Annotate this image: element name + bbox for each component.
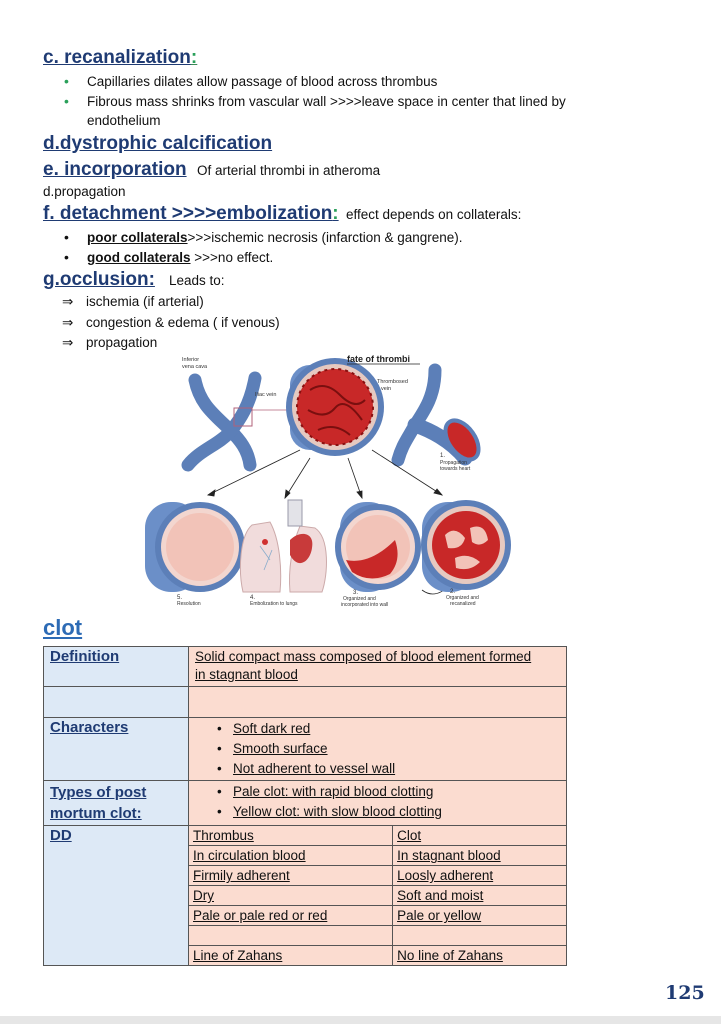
list-item: • Not adherent to vessel wall [217, 761, 396, 776]
arrow-icon: ⇒ [62, 314, 74, 330]
table-row [44, 647, 567, 687]
dd-clot-cell: Pale or yellow [393, 906, 566, 926]
label-resolution: Resolution [177, 601, 201, 607]
table-row [189, 946, 566, 966]
table-row [44, 781, 567, 826]
list-item: • Soft dark red [217, 721, 311, 736]
list-item: ⇒ propagation [62, 333, 280, 354]
row-value-characters [189, 718, 567, 781]
dd-clot-cell: Loosly adherent [393, 866, 566, 886]
list-item: ⇒ ischemia (if arterial) [62, 292, 280, 313]
label-propagation-number: 1. [440, 453, 446, 459]
dd-thrombus-cell: Line of Zahans [189, 946, 393, 966]
table-row [44, 826, 567, 966]
list-item: • poor collaterals>>>ischemic necrosis (infarction & gangrene). [64, 229, 463, 245]
table-row [189, 926, 566, 946]
occlusion-list [62, 292, 280, 354]
detachment-list [62, 228, 463, 267]
figure-title: fate of thrombi [347, 354, 410, 364]
row-value-empty [189, 687, 567, 718]
label-organized-number: 3. [353, 590, 359, 596]
table-row [44, 687, 567, 718]
dd-clot-cell: No line of Zahans [397, 948, 503, 963]
label-recanalized: Organized and [446, 595, 479, 601]
table-row [189, 846, 566, 866]
label-thrombosed-vein-2: vein [381, 386, 392, 392]
table-row [189, 866, 566, 886]
label-resolution-number: 5. [177, 595, 183, 601]
propagation-line: d.propagation [43, 184, 126, 199]
fate-of-thrombi-figure [140, 350, 520, 615]
page-number: 125 [665, 982, 705, 1004]
dd-thrombus-cell: Pale or pale red or red [189, 906, 393, 926]
heading-recanalization: c. recanalization: [43, 47, 198, 68]
organized-vein-illustration [338, 502, 418, 592]
list-item: • good collaterals >>>no effect. [64, 248, 274, 265]
occlusion-text: Leads to: [169, 273, 225, 288]
dd-thrombus-cell: Dry [189, 886, 393, 906]
dd-clot-cell: Soft and moist [393, 886, 566, 906]
dd-table [189, 826, 566, 965]
label-propagation: Propagation [440, 460, 467, 466]
row-value-dd [189, 826, 567, 966]
label-recanalized-number: 2. [450, 589, 456, 595]
row-label-dd: DD [44, 826, 189, 966]
label-recanalized-2: recanalized [450, 601, 476, 607]
row-value-types [189, 781, 567, 826]
heading-dystrophic-calcification: d.dystrophic calcification [43, 133, 273, 154]
dd-thrombus-cell: Firmily adherent [189, 866, 393, 886]
list-item: • Yellow clot: with slow blood clotting [217, 804, 442, 819]
table-row [189, 906, 566, 926]
heading-occlusion: g.occlusion: [43, 269, 155, 290]
list-item: • Capillaries dilates allow passage of blood across thrombus [64, 73, 438, 89]
table-row [189, 826, 566, 846]
row-label-definition: Definition [44, 647, 189, 687]
resolution-illustration [145, 502, 242, 592]
clot-table [43, 646, 567, 966]
label-iliac-vein: Iliac vein [255, 392, 277, 398]
heading-detachment: f. detachment >>>>embolization: [43, 203, 339, 224]
heading-incorporation: e. incorporation [43, 159, 187, 180]
label-embolization-number: 4. [250, 595, 256, 601]
dd-clot-cell: In stagnant blood [393, 846, 566, 866]
dd-empty-cell [189, 926, 393, 946]
list-item: • Smooth surface [217, 741, 328, 756]
detachment-text: effect depends on collaterals: [346, 207, 522, 222]
clot-heading: clot [43, 615, 83, 640]
dd-thrombus-cell: In circulation blood [189, 846, 393, 866]
recanalization-list [62, 72, 566, 131]
row-label-empty [44, 687, 189, 718]
label-organized-2: incorporated into wall [341, 602, 389, 608]
list-item: • Pale clot: with rapid blood clotting [217, 784, 434, 799]
label-thrombosed-vein: Thrombosed [377, 379, 408, 385]
table-row [189, 886, 566, 906]
dd-thrombus-cell: Thrombus [189, 826, 393, 846]
label-embolization: Embolization to lungs [250, 601, 298, 607]
list-item: ⇒ congestion & edema ( if venous) [62, 313, 280, 334]
arrow-icon: ⇒ [62, 335, 74, 350]
label-inferior-vena-cava: Inferior [182, 357, 200, 363]
label-inferior-vena-cava-2: vena cava [182, 364, 208, 370]
row-label-characters: Characters [44, 718, 189, 781]
label-propagation-2: towards heart [440, 466, 471, 472]
row-label-types: Types of post mortum clot: [44, 781, 189, 826]
thrombosed-vein-illustration [289, 361, 381, 453]
table-row [44, 718, 567, 781]
recanalized-vein-illustration [422, 502, 508, 592]
bottom-bar [0, 1016, 721, 1024]
dd-empty-cell [393, 926, 566, 946]
incorporation-text: Of arterial thrombi in atheroma [197, 163, 381, 178]
row-value-definition: Solid compact mass composed of blood element formed in stagnant blood [189, 647, 567, 687]
arrow-icon: ⇒ [62, 294, 74, 309]
list-item: • Fibrous mass shrinks from vascular wall >>>>leave space in center that lined by endothelium [64, 92, 566, 128]
dd-clot-cell: Clot [393, 826, 566, 846]
label-organized: Organized and [343, 596, 376, 602]
